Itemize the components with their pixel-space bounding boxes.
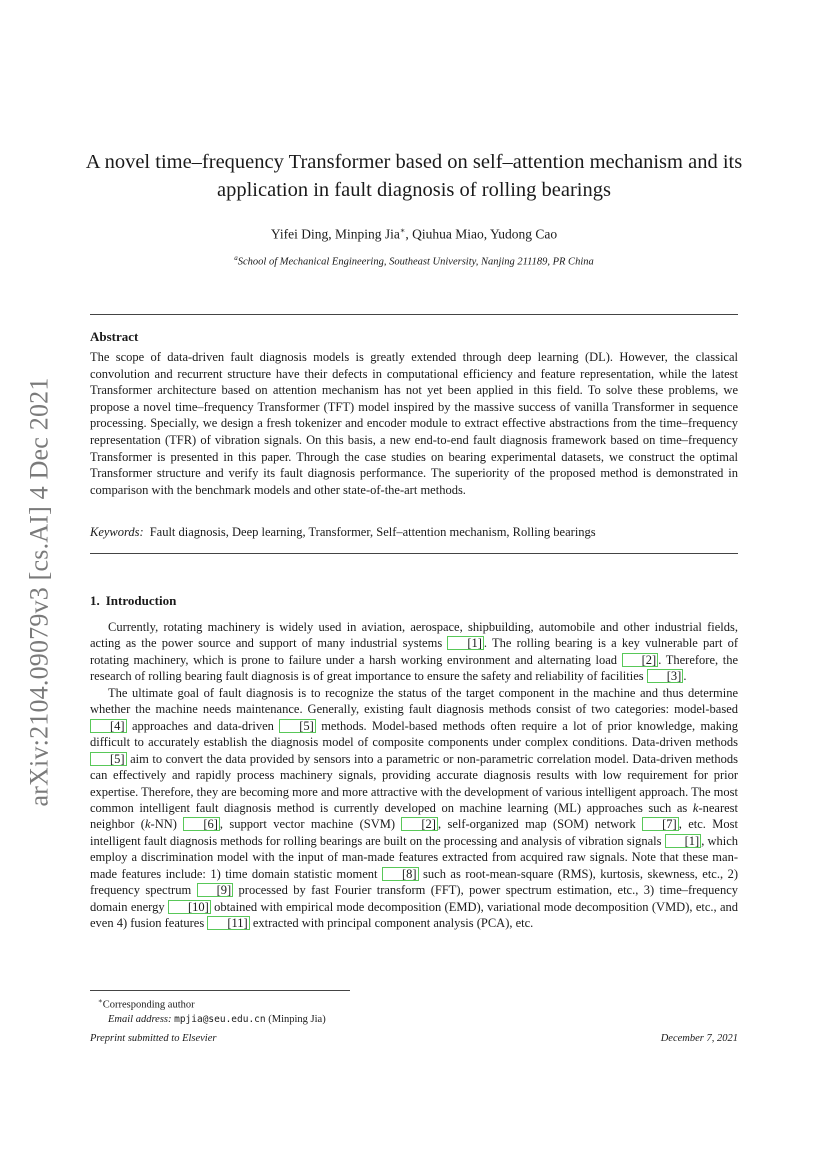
footnote-mark: ∗ xyxy=(98,997,103,1005)
author-list xyxy=(60,222,768,244)
footnote-rule xyxy=(90,990,350,991)
text-run: . xyxy=(683,669,687,684)
text-run: -nearest neighbor ( xyxy=(90,800,738,832)
email-owner: (Minping Jia) xyxy=(265,1013,326,1025)
keywords xyxy=(90,524,738,541)
footer-date: December 7, 2021 xyxy=(660,1033,738,1044)
citation-link[interactable]: [7] xyxy=(642,817,679,831)
keywords-label: Keywords: xyxy=(90,525,144,539)
affiliation-text: School of Mechanical Engineering, Southeast University, Nanjing 211189, PR China xyxy=(237,256,594,268)
title-line-2: application in fault diagnosis of rolling bearings xyxy=(217,179,611,201)
citation-link[interactable]: [2] xyxy=(401,817,438,831)
text-run: approaches and data-driven xyxy=(126,718,280,733)
text-run: Currently, rotating machinery is widely used in aviation, aerospace, shipbuilding, automobile and other industrial fields, acting as the power source and support of many industrial systems xyxy=(90,620,738,651)
text-run: obtained with empirical mode decomposition (EMD), variational mode decomposition (VMD), etc., and even 4) fusion features xyxy=(90,899,739,931)
citation-link[interactable]: [5] xyxy=(90,752,127,766)
citation-link[interactable]: [8] xyxy=(382,867,419,881)
keywords-text: Fault diagnosis, Deep learning, Transformer, Self–attention mechanism, Rolling bearings xyxy=(149,525,596,539)
text-run: aim to convert the data provided by sensors into a parametric or non-parametric correlation model. Data-driven methods can effectively and rapidly process machinery signals, providing accurate diagnosis results with low requirement for prior expertise. Therefore, they are becoming more and more attractive with the development of various intelligent approach. The most common intelligent fault diagnosis method is currently developed on machine learning (ML) approaches such as xyxy=(90,751,738,815)
abstract-body: The scope of data-driven fault diagnosis models is greatly extended through deep learning (DL). However, the classical convolution and recurrent structure have their defects in computational efficiency and feature representation, while the latest Transformer architecture based on attention mechanism has not yet been applied in this field. To solve these problems, we propose a novel time–frequency Transformer (TFT) model inspired by the massive success of vanilla Transformer in sequence processing. Specially, we design a fresh tokenizer and encoder module to extract effective abstractions from the time–frequency representation (TFR) of vibration signals. On this basis, a new end-to-end fault diagnosis framework based on time–frequency Transformer is presented in this paper. Through the case studies on bearing experimental datasets, we construct the optimal Transformer structure and verify its fault diagnosis performance. The superiority of the proposed method is demonstrated in comparison with the benchmark models and other state-of-the-art methods. xyxy=(90,350,738,497)
text-run: , self-organized map (SOM) network xyxy=(437,817,643,832)
corresponding-mark: ∗ xyxy=(399,226,406,235)
text-run: , etc. Most intelligent fault diagnosis methods for rolling bearings are built on the processing and analysis of vibration signals xyxy=(90,817,738,848)
footnote-corresponding xyxy=(90,994,590,1013)
text-run: . The rolling bearing is a key vulnerable part of rotating machinery, which is prone to failure under a harsh working environment and alternating load xyxy=(90,636,738,667)
author-names: Yifei Ding, Minping Jia xyxy=(270,226,400,242)
intro-paragraph-2 xyxy=(90,685,738,932)
affiliation-mark: a xyxy=(234,254,238,262)
paper-title xyxy=(60,148,768,204)
introduction-body xyxy=(90,619,738,932)
email-link[interactable]: mpjia@seu.edu.cn xyxy=(174,1013,266,1025)
title-line-1: A novel time–frequency Transformer based on self–attention mechanism and its xyxy=(85,151,743,173)
text-run: processed by fast Fourier transform (FFT), power spectrum estimation, etc., 3) time–frequency domain energy xyxy=(90,883,738,914)
section-heading-introduction xyxy=(90,592,176,610)
citation-link[interactable]: [10] xyxy=(168,900,211,914)
citation-link[interactable]: [5] xyxy=(279,719,316,733)
citation-link[interactable]: [2] xyxy=(622,653,659,667)
abstract-heading: Abstract xyxy=(90,329,139,344)
citation-link[interactable]: [11] xyxy=(207,916,249,930)
text-run: extracted with principal component analysis (PCA), etc. xyxy=(249,916,534,931)
citation-link[interactable]: [1] xyxy=(447,636,484,650)
footnote-email xyxy=(90,1013,590,1027)
citation-link[interactable]: [9] xyxy=(197,883,234,897)
citation-link[interactable]: [3] xyxy=(647,669,684,683)
section-number: 1. xyxy=(90,593,100,608)
text-run: , which employ a discrimination model with the input of man-made features extracted from acquired raw signals. Note that these man-made features include: 1) time domain statistic moment xyxy=(90,833,738,881)
math-k: k xyxy=(144,817,151,832)
affiliation xyxy=(60,251,768,270)
author-names-rest: , Qiuhua Miao, Yudong Cao xyxy=(405,226,558,242)
footnote-corresponding-text: Corresponding author xyxy=(102,999,195,1011)
email-label: Email address: xyxy=(108,1013,172,1025)
text-run: The ultimate goal of fault diagnosis is to recognize the status of the target component in the machine and thus determine whether the machine needs maintenance. Generally, existing fault diagnosis methods consist of two categories: model-based xyxy=(90,685,738,717)
abstract-top-rule xyxy=(90,314,738,315)
footnote xyxy=(90,994,590,1027)
text-run: such as root-mean-square (RMS), kurtosis, skewness, etc., 2) frequency spectrum xyxy=(90,866,738,898)
arxiv-side-stamp xyxy=(20,377,60,807)
citation-link[interactable]: [6] xyxy=(183,817,220,831)
section-title: Introduction xyxy=(105,593,177,608)
intro-paragraph-1 xyxy=(90,619,738,685)
math-k: k xyxy=(692,800,699,815)
footer-preprint-note: Preprint submitted to Elsevier xyxy=(90,1033,217,1044)
text-run: -NN) xyxy=(150,817,184,832)
abstract-bottom-rule xyxy=(90,553,738,554)
text-run: . Therefore, the research of rolling bearing fault diagnosis is of great importance to ensure the safety and reliability of facilities xyxy=(90,652,738,684)
citation-link[interactable]: [4] xyxy=(90,719,127,733)
text-run: , support vector machine (SVM) xyxy=(219,817,402,832)
arxiv-stamp-text: arXiv:2104.09079v3 [cs.AI] 4 Dec 2021 xyxy=(25,377,54,807)
citation-link[interactable]: [1] xyxy=(665,834,702,848)
text-run: methods. Model-based methods often require a lot of prior knowledge, making difficult to accurately establish the diagnosis model of composite components under complex conditions. Data-driven methods xyxy=(90,718,738,750)
